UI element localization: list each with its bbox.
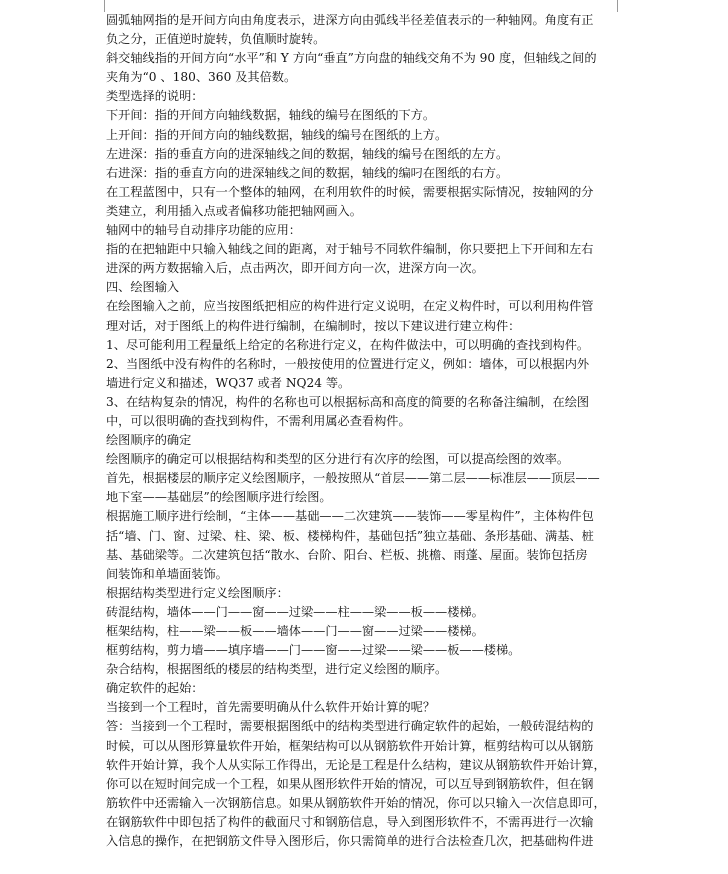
text-line: 四、绘图输入 xyxy=(106,280,180,295)
text-line: 进深的两方数据输入后，点击两次，即开间方向一次，进深方向一次。 xyxy=(106,261,484,276)
text-line: 间装饰和单墙面装饰。 xyxy=(106,566,228,581)
text-line: 负之分，正值逆时旋转，负值顺时旋转。 xyxy=(106,32,326,47)
text-line: 上开间：指的开间方向的轴线数据，轴线的编号在图纸的上方。 xyxy=(106,127,448,142)
text-line: 夹角为“0 、180、360 及其倍数。 xyxy=(106,70,297,85)
text-line: 括“墙、门、窗、过梁、柱、梁、板、楼梯构件，基础包括”独立基础、条形基础、满基、桩 xyxy=(106,528,594,543)
text-line: 1、尽可能利用工程量纸上给定的名称进行定义，在构件做法中，可以明确的查找到构件。 xyxy=(106,337,590,352)
text-line: 左进深：指的垂直方向的进深轴线之间的数据，轴线的编号在图纸的左方。 xyxy=(106,146,509,161)
text-line: 类型选择的说明： xyxy=(106,89,204,104)
text-line: 杂合结构，根据图纸的楼层的结构类型，进行定义绘图的顺序。 xyxy=(106,662,448,677)
text-line: 根据施工顺序进行绘制，“主体——基础——二次建筑——装饰——零星构件”，主体构件包 xyxy=(106,509,594,524)
text-line: 答：当接到一个工程时，需要根据图纸中的结构类型进行确定软件的起始，一般砖混结构的 xyxy=(106,719,594,734)
text-line: 圆弧轴网指的是开间方向由角度表示，进深方向由弧线半径差值表示的一种轴网。角度有正 xyxy=(106,13,594,27)
text-line: 墙进行定义和描述，WQ37 或者 NQ24 等。 xyxy=(106,375,351,390)
text-line: 筋软件中还需输入一次钢筋信息。如果从钢筋软件开始的情况，你可以只输入一次信息即可， xyxy=(106,795,606,810)
text-line: 在工程蓝图中，只有一个整体的轴网，在利用软件的时候，需要根据实际情况，按轴网的分 xyxy=(106,184,594,199)
text-line: 当接到一个工程时，首先需要明确从什么软件开始计算的呢？ xyxy=(106,700,436,715)
text-line: 轴网中的轴号自动排序功能的应用： xyxy=(106,223,301,238)
text-line: 你可以在短时间完成一个工程，如果从图形软件开始的情况，可以互导到钢筋软件，但在钢 xyxy=(106,776,594,791)
text-line: 中，可以很明确的查找到构件，不需利用属必查看构件。 xyxy=(106,413,411,428)
text-line: 首先，根据楼层的顺序定义绘图顺序，一般按照从“首层——第二层——标准层——顶层—— xyxy=(106,471,600,486)
text-line: 下开间：指的开间方向轴线数据，轴线的编号在图纸的下方。 xyxy=(106,108,436,123)
text-line: 指的在把轴距中只输入轴线之间的距离，对于轴号不同软件编制，你只要把上下开间和左右 xyxy=(106,242,594,257)
text-line: 砖混结构，墙体——门——窗——过梁——柱——梁——板——楼梯。 xyxy=(106,604,484,619)
margin-corner-mark-left xyxy=(104,0,105,12)
text-line: 地下室——基础层”的绘图顺序进行绘图。 xyxy=(106,490,332,505)
document-body xyxy=(106,11,620,851)
text-line: 在钢筋软件中即包括了构件的截面尺寸和钢筋信息，导入到图形软件不，不需再进行一次输 xyxy=(106,814,594,829)
text-line: 入信息的操作，在把钢筋文件导入图形后，你只需简单的进行合法检查几次，把基础构件进 xyxy=(106,834,594,849)
text-line: 软件开始计算，我个人从实际工作得出，无论是工程是什么结构，建议从钢筋软件开始计算， xyxy=(106,757,606,772)
text-line: 3、在结构复杂的情况，构件的名称也可以根据标高和高度的简要的名称备注编制，在绘图 xyxy=(106,394,590,409)
text-line: 框架结构，柱——梁——板——墙体——门——窗——过梁——楼梯。 xyxy=(106,624,484,638)
text-line: 2、当图纸中没有构件的名称时，一般按使用的位置进行定义，例如：墙体，可以根据内外 xyxy=(106,356,590,371)
text-line: 根据结构类型进行定义绘图顺序： xyxy=(106,585,289,600)
text-line: 斜交轴线指的开间方向“水平”和 Y 方向“垂直”方向盘的轴线交角不为 90 度，但轴线之间的 xyxy=(106,51,597,66)
text-line: 在绘图输入之前，应当按图纸把相应的构件进行定义说明，在定义构件时，可以利用构件管 xyxy=(106,299,594,314)
text-line: 绘图顺序的确定 xyxy=(106,433,192,448)
text-line: 右进深：指的垂直方向的进深轴线之间的数据，轴线的编叼在图纸的右方。 xyxy=(106,165,509,180)
text-line: 时候，可以从图形算量软件开始，框架结构可以从钢筋软件开始计算，框剪结构可以从钢筋 xyxy=(106,738,594,753)
text-line: 绘图顺序的确定可以根据结构和类型的区分进行有次序的绘图，可以提高绘图的效率。 xyxy=(106,452,570,467)
text-line: 确定软件的起始： xyxy=(106,681,204,696)
text-line: 理对话，对于图纸上的构件进行编制，在编制时，按以下建议进行建立构件： xyxy=(106,318,521,333)
text-line: 框剪结构，剪力墙——填序墙——门——窗——过梁——梁——板——楼梯。 xyxy=(106,643,521,658)
text-line: 基、基础梁等。二次建筑包括“散水、台阶、阳台、栏板、挑檐、雨蓬、屋面。装饰包括房 xyxy=(106,547,588,562)
text-line: 类建立，利用插入点或者偏移功能把轴网画入。 xyxy=(106,203,362,218)
